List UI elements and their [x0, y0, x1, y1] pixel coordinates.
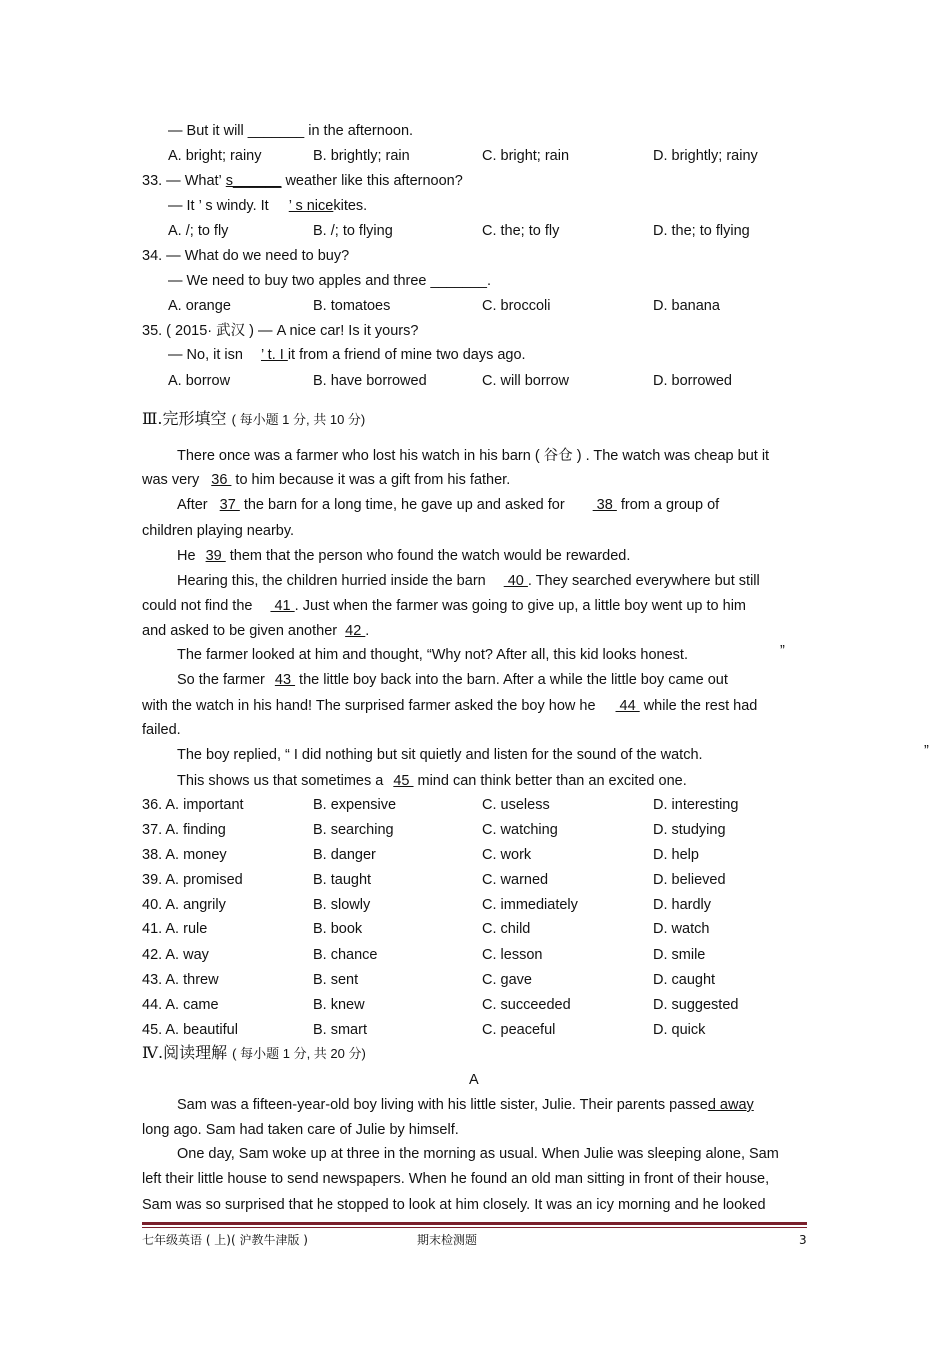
- cloze-p6-line1: So the farmer 43 the little boy back into the barn. After a while the little boy came out: [177, 672, 728, 688]
- option-39-b: B. taught: [313, 872, 372, 888]
- q35-line2: — No, it isn ’ t. I it from a friend of mine two days ago.: [168, 347, 526, 363]
- option-41-b: B. book: [313, 921, 363, 937]
- option-37-c: C. watching: [482, 822, 558, 838]
- q34-line1: 34. — What do we need to buy?: [142, 248, 350, 264]
- option-45-c: C. peaceful: [482, 1022, 556, 1038]
- option-44-a: 44. A. came: [142, 997, 219, 1013]
- reading-passage-label: A: [469, 1072, 479, 1088]
- reading-p1-line1: Sam was a fifteen-year-old boy living with his little sister, Julie. Their parents passed away: [177, 1097, 754, 1113]
- option-42-d: D. smile: [653, 947, 706, 963]
- cloze-p7: The boy replied, “ I did nothing but sit quietly and listen for the sound of the watch.: [177, 747, 703, 763]
- option-41-d: D. watch: [653, 921, 710, 937]
- option-43-b: B. sent: [313, 972, 359, 988]
- option-39-d: D. believed: [653, 872, 726, 888]
- option-40-c: C. immediately: [482, 897, 578, 913]
- option-39-a: 39. A. promised: [142, 872, 243, 888]
- option-36-d: D. interesting: [653, 797, 739, 813]
- cloze-p4-line3: and asked to be given another 42 .: [142, 623, 370, 639]
- page-number: 3: [799, 1233, 807, 1247]
- option-42-b: B. chance: [313, 947, 378, 963]
- q32-option-b: B. brightly; rain: [313, 148, 410, 164]
- option-40-d: D. hardly: [653, 897, 712, 913]
- q33-option-d: D. the; to flying: [653, 223, 750, 239]
- q35-blank: ’ t. I: [260, 347, 288, 363]
- q33-blank1: s______: [225, 173, 282, 189]
- footer-test-title: 期末检测题: [417, 1233, 478, 1247]
- q33-option-c: C. the; to fly: [482, 223, 560, 239]
- q34-option-a: A. orange: [168, 298, 231, 314]
- reading-p2-line3: Sam was so surprised that he stopped to look at him closely. It was an icy morning and he looked: [142, 1197, 766, 1213]
- q34-line2: — We need to buy two apples and three _______.: [168, 273, 491, 289]
- q35-option-b: B. have borrowed: [313, 373, 427, 389]
- q34-option-c: C. broccoli: [482, 298, 551, 314]
- reading-p2-line1: One day, Sam woke up at three in the morning as usual. When Julie was sleeping alone, Sam: [177, 1146, 779, 1162]
- blank-44: 44: [615, 698, 640, 714]
- q33-line2: — It ’ s windy. It ’ s nicekites.: [168, 198, 368, 214]
- q32-option-c: C. bright; rain: [482, 148, 570, 164]
- option-43-d: D. caught: [653, 972, 716, 988]
- option-42-a: 42. A. way: [142, 947, 209, 963]
- footer-rule-thick: [142, 1222, 807, 1225]
- cloze-p4-line2: could not find the 41 . Just when the farmer was going to give up, a little boy went up to him: [142, 598, 746, 614]
- q35-option-c: C. will borrow: [482, 373, 570, 389]
- blank-45: 45: [393, 773, 414, 789]
- blank-42: 42: [345, 623, 366, 639]
- cloze-p8: This shows us that sometimes a 45 mind can think better than an excited one.: [177, 773, 687, 789]
- option-36-b: B. expensive: [313, 797, 397, 813]
- option-37-b: B. searching: [313, 822, 394, 838]
- option-38-d: D. help: [653, 847, 699, 863]
- option-38-c: C. work: [482, 847, 532, 863]
- option-39-c: C. warned: [482, 872, 549, 888]
- option-40-a: 40. A. angrily: [142, 897, 226, 913]
- cloze-p7-close-quote: ”: [924, 743, 929, 759]
- blank-41: 41: [270, 598, 295, 614]
- q35-option-d: D. borrowed: [653, 373, 732, 389]
- blank-40: 40: [503, 573, 528, 589]
- option-37-a: 37. A. finding: [142, 822, 226, 838]
- option-43-a: 43. A. threw: [142, 972, 219, 988]
- cloze-p2-line1: After 37 the barn for a long time, he gave up and asked for 38 from a group of: [177, 497, 720, 513]
- option-36-c: C. useless: [482, 797, 550, 813]
- cloze-p5-close-quote: ”: [780, 643, 785, 659]
- q34-option-d: D. banana: [653, 298, 720, 314]
- cloze-p4-line1: Hearing this, the children hurried inside the barn 40 . They searched everywhere but still: [177, 573, 760, 589]
- q34-option-b: B. tomatoes: [313, 298, 391, 314]
- q32-line2: — But it will _______ in the afternoon.: [168, 123, 414, 139]
- q33-option-a: A. /; to fly: [168, 223, 229, 239]
- cloze-p1-line1: There once was a farmer who lost his watch in his barn ( 谷仓 ) . The watch was cheap but it: [177, 448, 770, 464]
- q32-option-d: D. brightly; rainy: [653, 148, 758, 164]
- option-45-b: B. smart: [313, 1022, 367, 1038]
- q33-blank2: ’ s nice: [288, 198, 334, 214]
- option-41-c: C. child: [482, 921, 531, 937]
- cloze-p5: The farmer looked at him and thought, “Why not? After all, this kid looks honest.: [177, 647, 688, 663]
- cloze-p6-line3: failed.: [142, 722, 181, 738]
- blank-39: 39: [205, 548, 226, 564]
- option-44-c: C. succeeded: [482, 997, 571, 1013]
- blank-38: 38: [592, 497, 617, 513]
- option-37-d: D. studying: [653, 822, 726, 838]
- q33-option-b: B. /; to flying: [313, 223, 393, 239]
- q32-option-a: A. bright; rainy: [168, 148, 262, 164]
- cloze-p3: He 39 them that the person who found the watch would be rewarded.: [177, 548, 631, 564]
- option-38-b: B. danger: [313, 847, 376, 863]
- footer-rule-thin: [142, 1227, 807, 1228]
- q33-line1: 33. — What’ s______ weather like this afternoon?: [142, 173, 463, 189]
- option-36-a: 36. A. important: [142, 797, 244, 813]
- option-41-a: 41. A. rule: [142, 921, 208, 937]
- footer-book-title: 七年级英语 ( 上)( 沪教牛津版 ): [142, 1233, 308, 1247]
- cloze-p6-line2: with the watch in his hand! The surprised farmer asked the boy how he 44 while the rest had: [142, 698, 758, 714]
- blank-37: 37: [219, 497, 240, 513]
- option-44-d: D. suggested: [653, 997, 739, 1013]
- section-3-heading: Ⅲ.完形填空 ( 每小题 1 分, 共 10 分): [142, 409, 366, 428]
- reading-p2-line2: left their little house to send newspapers. When he found an old man sitting in front of their house,: [142, 1171, 770, 1187]
- q35-line1: 35. ( 2015· 武汉 ) — A nice car! Is it yours?: [142, 323, 419, 339]
- q35-option-a: A. borrow: [168, 373, 231, 389]
- cloze-p2-line2: children playing nearby.: [142, 523, 295, 539]
- section-4-heading: Ⅳ.阅读理解 ( 每小题 1 分, 共 20 分): [142, 1043, 366, 1062]
- option-45-a: 45. A. beautiful: [142, 1022, 238, 1038]
- option-43-c: C. gave: [482, 972, 532, 988]
- blank-43: 43: [274, 672, 296, 688]
- option-38-a: 38. A. money: [142, 847, 227, 863]
- option-44-b: B. knew: [313, 997, 365, 1013]
- reading-p1-line2: long ago. Sam had taken care of Julie by himself.: [142, 1122, 459, 1138]
- blank-36: 36: [211, 472, 232, 488]
- option-40-b: B. slowly: [313, 897, 371, 913]
- option-45-d: D. quick: [653, 1022, 706, 1038]
- cloze-p1-line2: was very 36 to him because it was a gift from his father.: [142, 472, 511, 488]
- option-42-c: C. lesson: [482, 947, 543, 963]
